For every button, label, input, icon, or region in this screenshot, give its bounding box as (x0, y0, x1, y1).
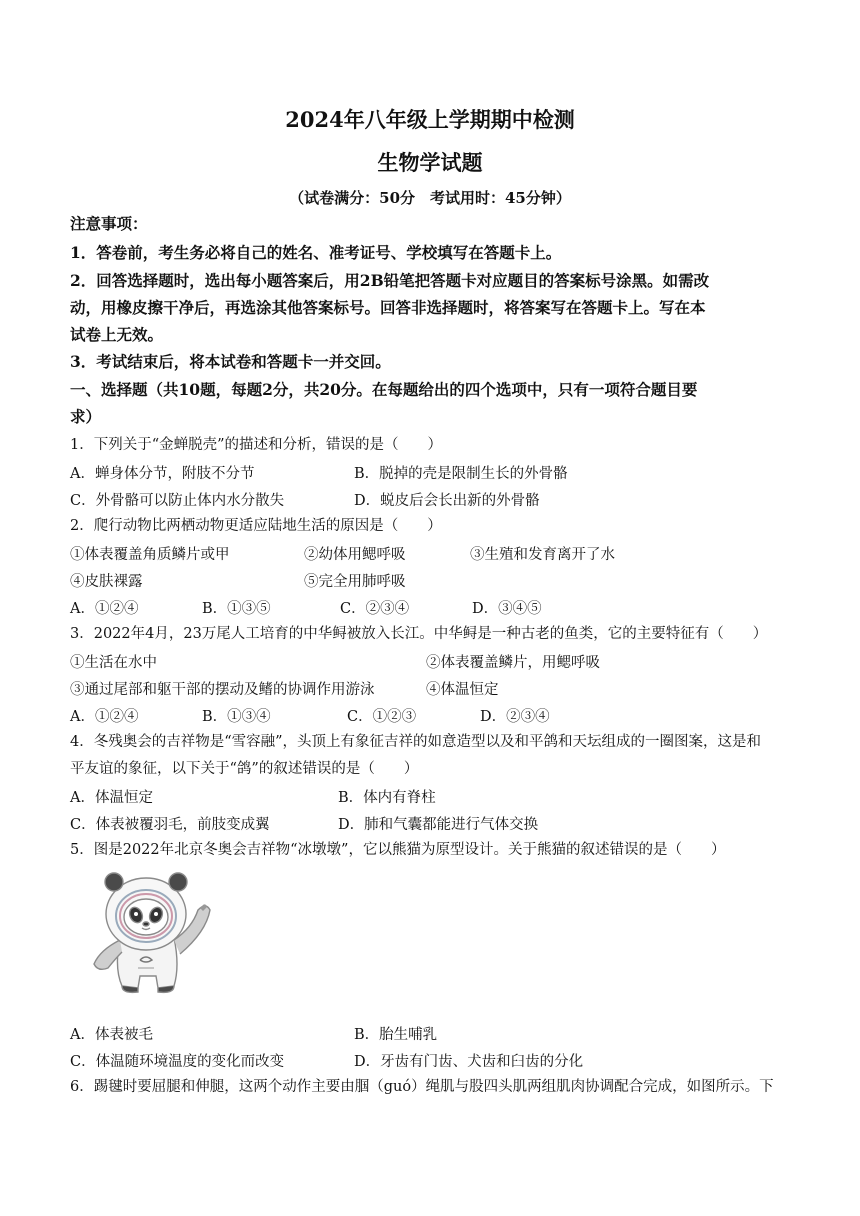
question-4-option-c: C．体表被覆羽毛，前肢变成翼 (70, 817, 270, 833)
section-heading-line-2: 求） (70, 407, 102, 426)
question-2-statement-3: ③生殖和发育离开了水 (470, 547, 615, 563)
section-heading-line-1: 一、选择题（共10题，每题2分，共20分。在每题给出的四个选项中，只有一项符合题目要 (70, 380, 698, 399)
question-4-option-b: B．体内有脊柱 (338, 790, 436, 806)
question-3-option-b: B．①③④ (202, 709, 271, 725)
question-3-statement-3: ③通过尾部和躯干部的摆动及鳍的协调作用游泳 (70, 682, 375, 698)
question-2-option-c: C．②③④ (340, 601, 410, 617)
question-4-option-a: A．体温恒定 (70, 790, 153, 806)
question-4-stem-line-1: 4．冬残奥会的吉祥物是“雪容融”，头顶上有象征吉祥的如意造型以及和平鸽和天坛组成的一圈图案，这是和 (70, 734, 762, 750)
question-5-stem: 5．图是2022年北京冬奥会吉祥物“冰墩墩”，它以熊猫为原型设计。关于熊猫的叙述错误的是（ ） (70, 842, 726, 858)
question-3-statement-2: ②体表覆盖鳞片，用鳃呼吸 (426, 655, 600, 671)
question-5-option-a: A．体表被毛 (70, 1027, 153, 1043)
exam-title: 2024年八年级上学期期中检测 (285, 107, 575, 132)
note-item-1: 1．答卷前，考生务必将自己的姓名、准考证号、学校填写在答题卡上。 (70, 243, 562, 262)
question-1-option-c: C．外骨骼可以防止体内水分散失 (70, 493, 285, 509)
question-1-option-b: B．脱掉的壳是限制生长的外骨骼 (354, 466, 568, 482)
question-3-option-a: A．①②④ (70, 709, 139, 725)
question-3-option-c: C．①②③ (347, 709, 417, 725)
exam-meta: （试卷满分：50分 考试用时：45分钟） (289, 189, 571, 207)
note-item-2-line-1: 2．回答选择题时，选出每小题答案后，用2B铅笔把答题卡对应题目的答案标号涂黑。如需改 (70, 271, 710, 290)
question-2-statement-4: ④皮肤裸露 (70, 574, 143, 590)
notes-heading: 注意事项： (70, 214, 148, 233)
question-2-statement-5: ⑤完全用肺呼吸 (304, 574, 406, 590)
question-1-stem: 1．下列关于“金蝉脱壳”的描述和分析，错误的是（ ） (70, 437, 443, 453)
question-2-option-b: B．①③⑤ (202, 601, 271, 617)
question-3-stem: 3．2022年4月，23万尾人工培育的中华鲟被放入长江。中华鲟是一种古老的鱼类，它的主要特征有（ ） (70, 626, 768, 642)
note-item-2-line-3: 试卷上无效。 (70, 325, 164, 344)
question-2-stem: 2．爬行动物比两栖动物更适应陆地生活的原因是（ ） (70, 518, 442, 534)
question-5-option-d: D．牙齿有门齿、犬齿和臼齿的分化 (354, 1054, 584, 1070)
question-1-option-a: A．蝉身体分节，附肢不分节 (70, 466, 255, 482)
question-3-statement-4: ④体温恒定 (426, 682, 499, 698)
question-3-option-d: D．②③④ (480, 709, 550, 725)
question-2-option-a: A．①②④ (70, 601, 139, 617)
question-2-statement-1: ①体表覆盖角质鳞片或甲 (70, 547, 230, 563)
question-1-option-d: D．蜕皮后会长出新的外骨骼 (354, 493, 540, 509)
note-item-2-line-2: 动，用橡皮擦干净后，再选涂其他答案标号。回答非选择题时，将答案写在答题卡上。写在本 (70, 298, 706, 317)
question-2-option-d: D．③④⑤ (472, 601, 542, 617)
exam-subtitle: 生物学试题 (377, 150, 483, 175)
question-2-statement-2: ②幼体用鳃呼吸 (304, 547, 406, 563)
question-3-statement-1: ①生活在水中 (70, 655, 157, 671)
bing-dwen-dwen-mascot-illustration (80, 868, 216, 996)
question-6-stem: 6．踢毽时要屈腿和伸腿，这两个动作主要由腘（guó）绳肌与股四头肌两组肌肉协调配合完成，如图所示。下 (70, 1079, 774, 1095)
question-4-stem-line-2: 平友谊的象征，以下关于“鸽”的叙述错误的是（ ） (70, 761, 419, 777)
question-5-option-c: C．体温随环境温度的变化而改变 (70, 1054, 285, 1070)
question-5-option-b: B．胎生哺乳 (354, 1027, 438, 1043)
note-item-3: 3．考试结束后，将本试卷和答题卡一并交回。 (70, 352, 391, 371)
question-4-option-d: D．肺和气囊都能进行气体交换 (338, 817, 539, 833)
